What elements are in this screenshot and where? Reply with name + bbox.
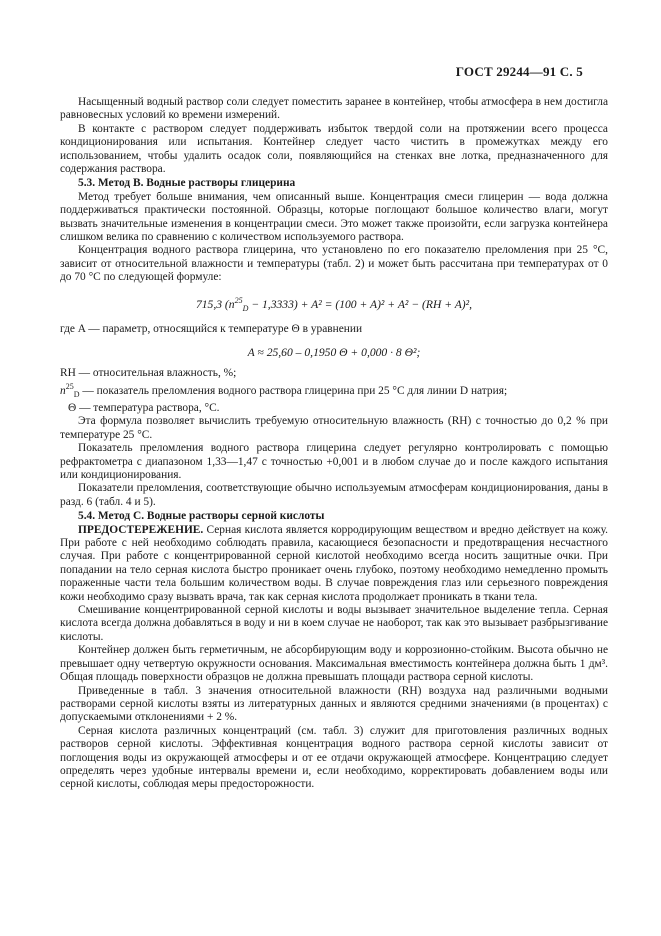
symbol-subscript: D (73, 390, 80, 400)
paragraph: Смешивание концентрированной серной кислоты и воды вызывает значительное выделение тепла. Серная кислота всегда должна добавляться в воду и ни в коем случае не наоборот, так как это вызывает разбрызгивание кислоты. (60, 604, 608, 643)
page-header: ГОСТ 29244—91 С. 5 (455, 64, 583, 79)
paragraph: Эта формула позволяет вычислить требуемую относительную влажность (RH) с точностью до 0,2 % при температуре 25 °С. (60, 415, 608, 441)
paragraph: Метод требует больше внимания, чем описанный выше. Концентрация смеси глицерин — вода должна поддерживаться практически постоянной. Образцы, которые поглощают большое количество влаги, могут вызвать значительные изменения в концентрации смеси. Это может также произойти, если загрузка контейнера слишком велика по сравнению с количеством используемого раствора. (60, 190, 608, 244)
definition-refraction-index (60, 380, 608, 401)
warning-text: Серная кислота является корродирующим веществом и вредно действует на кожу. При работе с ней необходимо соблюдать правила, касающиеся безопасности и предотвращения несчастного случая. При работе с концентрированной серной кислотой необходимо всегда носить защитные очки. При попадании на тело серная кислота быстро проникает очень глубоко, поэтому необходимо немедленно промыть пораженные части тела большим количеством воды. В случае повреждения глаз или серьезного повреждения кожи необходимо сразу вызвать врача, так как серная кислота продолжает проникать в ткани тела. (60, 523, 608, 603)
paragraph: Насыщенный водный раствор соли следует поместить заранее в контейнер, чтобы атмосфера в нем достигла равновесных условий ко времени измерений. (60, 96, 608, 122)
paragraph: Контейнер должен быть герметичным, не абсорбирующим воду и коррозионно-стойким. Высота обычно не превышает одну четвертую окружности основания. Максимальная вместимость контейнера должна быть 1 дм³. Общая площадь поверхности образцов не должна превышать площади раствора серной кислоты. (60, 644, 608, 684)
warning-label: ПРЕДОСТЕРЕЖЕНИЕ. (78, 523, 204, 536)
formula-subscript: D (242, 303, 249, 313)
paragraph: Приведенные в табл. 3 значения относительной влажности (RH) воздуха над различными водными растворами серной кислоты взяты из литературных данных и являются средними значениями (в процентах) с допускаемыми отклонениями + 2 %. (60, 684, 608, 724)
formula-part: − 1,3333) + A² = (100 + A)² + A² − (RH + A)², (248, 297, 473, 311)
paragraph: В контакте с раствором следует поддерживать избыток твердой соли на протяжении всего процесса кондиционирования или испытания. Контейнер следует часто чистить в промежутках между его использованием, чтобы удалить осадок соли, появляющийся на стенках вне лотка, предназначенного для содержания раствора. (60, 122, 608, 176)
section-heading-5-4: 5.4. Метод С. Водные растворы серной кислоты (78, 510, 325, 523)
definition-rh: RH — относительная влажность, %; (60, 367, 237, 380)
definition-text: — показатель преломления водного раствора глицерина при 25 °С для линии D натрия; (82, 385, 508, 398)
symbol-superscript: 25 (65, 382, 74, 392)
page-content (60, 96, 608, 792)
paragraph: Концентрация водного раствора глицерина, что установлено по его показателю преломления при 25 °С, зависит от относительной влажности и температуры (табл. 2) и может быть рассчитана при температурах от 0 до 70 °С по следующей формуле: (60, 244, 608, 284)
formula-refraction (60, 294, 608, 316)
paragraph: Серная кислота различных концентраций (см. табл. 3) служит для приготовления различных водных растворов серной кислоты. Эффективная концентрация водного раствора серной кислоты зависит от поглощения воды из окружающей атмосферы и от ее отдачи окружающей атмосфере. Концентрацию следует определять через удобные интервалы времени и, если необходимо, корректировать добавлением воды или серной кислоты, соблюдая меры предосторожности. (60, 724, 608, 791)
formula-superscript: 25 (234, 295, 243, 305)
formula-parameter-a: A ≈ 25,60 – 0,1950 Θ + 0,000 · 8 Θ²; (247, 345, 421, 359)
section-heading-5-3: 5.3. Метод B. Водные растворы глицерина (78, 177, 296, 190)
warning-paragraph (60, 524, 608, 604)
formula-part: 715,3 (n (195, 297, 235, 311)
paragraph: где A — параметр, относящийся к температуре Θ в уравнении (60, 323, 363, 336)
definition-theta: Θ — температура раствора, °С. (68, 401, 220, 414)
symbol-n: n (60, 385, 66, 398)
paragraph: Показатель преломления водного раствора глицерина следует регулярно контролировать с помощью рефрактометра с диапазоном 1,33—1,47 с точностью +0,001 и в любом случае до и после каждого испытания или кондиционирования. (60, 442, 608, 481)
paragraph: Показатели преломления, соответствующие обычно используемым атмосферам кондиционирования, даны в разд. 6 (табл. 4 и 5). (60, 482, 608, 508)
